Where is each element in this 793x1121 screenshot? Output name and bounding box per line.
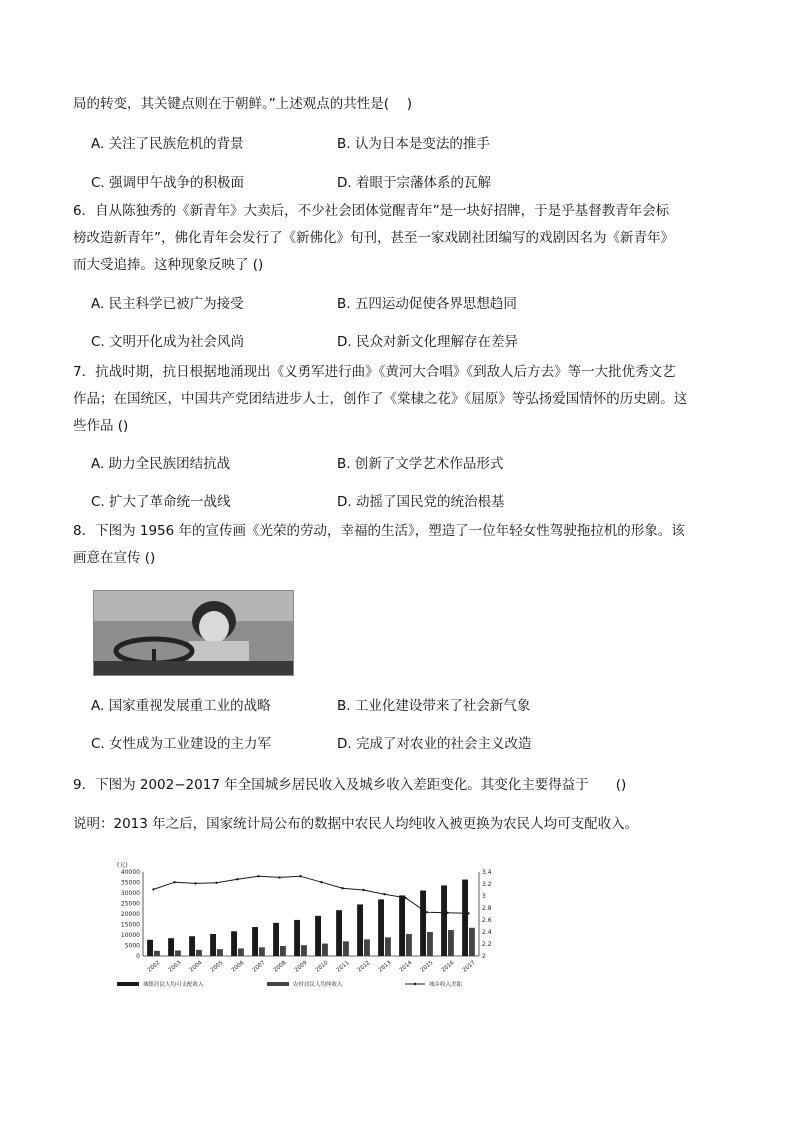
q8-option-d[interactable]: D. 完成了对农业的社会主义改造	[337, 736, 532, 752]
q5-option-c[interactable]: C. 强调甲午战争的积极面	[91, 175, 245, 191]
bar-urban-income	[294, 920, 300, 956]
bar-rural-income	[238, 948, 244, 956]
y-tick-label-right: 3	[482, 893, 486, 900]
y-tick-label-left: 10000	[120, 932, 140, 939]
y-tick-label-right: 2.6	[482, 917, 492, 924]
y-tick-label-left: 20000	[120, 911, 140, 918]
q7-option-c[interactable]: C. 扩大了革命统一战线	[91, 494, 231, 510]
q7-option-b[interactable]: B. 创新了文学艺术作品形式	[337, 456, 504, 472]
bar-rural-income	[385, 937, 391, 956]
income-gap-point	[236, 878, 238, 880]
income-gap-point	[467, 912, 469, 914]
income-gap-point	[215, 882, 217, 884]
q8-stem-line1: 8．下图为 1956 年的宣传画《光荣的劳动，幸福的生活》，塑造了一位年轻女性驾驶拖拉机的形象。该	[73, 523, 685, 539]
x-tick-label: 2012	[356, 959, 372, 974]
bar-rural-income	[301, 945, 307, 956]
income-gap-point	[173, 881, 175, 883]
bar-urban-income	[357, 904, 363, 956]
y-tick-label-left: 5000	[124, 942, 140, 950]
bar-urban-income	[378, 899, 384, 956]
bar-rural-income	[364, 939, 370, 956]
q5-option-b[interactable]: B. 认为日本是变法的推手	[337, 136, 490, 152]
x-tick-label: 2017	[461, 959, 477, 974]
q8-option-c[interactable]: C. 女性成为工业建设的主力军	[91, 736, 272, 752]
income-gap-point	[341, 887, 343, 889]
y-tick-label-right: 3.4	[482, 869, 492, 876]
y-tick-label-left: 35000	[120, 879, 140, 887]
bar-urban-income	[336, 910, 342, 956]
bar-urban-income	[252, 927, 258, 956]
bar-urban-income	[420, 890, 426, 956]
x-tick-label: 2013	[377, 959, 393, 974]
poster-illustration	[94, 591, 293, 675]
bar-urban-income	[315, 916, 321, 956]
x-tick-label: 2007	[251, 959, 267, 974]
q7-stem-line1: 7．抗战时期，抗日根据地涌现出《义勇军进行曲》《黄河大合唱》《到敌人后方去》等一大批优秀文艺	[73, 364, 676, 380]
bar-rural-income	[217, 949, 223, 956]
bar-rural-income	[196, 950, 202, 956]
x-tick-label: 2005	[209, 959, 225, 974]
bar-rural-income	[343, 941, 349, 956]
x-tick-label: 2006	[230, 959, 246, 974]
y-tick-label-left: 40000	[120, 869, 140, 876]
bar-rural-income	[427, 932, 433, 956]
income-gap-point	[152, 888, 154, 890]
income-gap-point	[362, 889, 364, 891]
y-tick-label-right: 3.2	[482, 881, 492, 888]
q6-stem-line3: 而大受追捧。这种现象反映了 ()	[73, 257, 264, 273]
q6-option-d[interactable]: D. 民众对新文化理解存在差异	[337, 334, 518, 350]
q7-option-a[interactable]: A. 助力全民族团结抗战	[91, 456, 231, 472]
x-tick-label: 2008	[272, 959, 288, 974]
y-tick-label-left: 25000	[120, 900, 140, 908]
legend-label-urban: 城镇居民人均可支配收入	[143, 982, 204, 988]
x-tick-label: 2004	[188, 959, 204, 974]
legend-swatch-gap-point	[414, 983, 416, 985]
income-gap-point	[404, 897, 406, 899]
y-tick-label-right: 2	[482, 953, 486, 960]
propaganda-poster-image	[93, 590, 294, 676]
q6-option-b[interactable]: B. 五四运动促使各界思想趋同	[337, 296, 517, 312]
income-chart-svg	[107, 858, 507, 998]
q6-option-a[interactable]: A. 民主科学已被广为接受	[91, 296, 244, 312]
y-tick-label-right: 2.2	[482, 941, 492, 948]
y-tick-label-left: 30000	[120, 890, 140, 897]
bar-rural-income	[259, 947, 265, 956]
q5-option-a[interactable]: A. 关注了民族危机的背景	[91, 136, 244, 152]
legend-swatch-urban	[117, 982, 139, 986]
bar-urban-income	[147, 940, 153, 956]
q7-stem-line2: 作品；在国统区，中国共产党团结进步人士，创作了《棠棣之花》《屈原》等弘扬爱国情怀的历史剧。这	[73, 391, 688, 407]
bar-urban-income	[189, 936, 195, 956]
q5-option-d[interactable]: D. 着眼于宗藩体系的瓦解	[337, 175, 491, 191]
bar-urban-income	[399, 895, 405, 956]
q8-option-a[interactable]: A. 国家重视发展重工业的战略	[91, 698, 271, 714]
x-tick-label: 2014	[398, 959, 414, 974]
q6-option-c[interactable]: C. 文明开化成为社会风尚	[91, 334, 245, 350]
bar-urban-income	[168, 938, 174, 956]
bar-rural-income	[154, 951, 160, 956]
bar-rural-income	[469, 928, 475, 956]
y-tick-label-right: 2.4	[482, 929, 492, 936]
x-tick-label: 2002	[146, 959, 162, 974]
income-gap-point	[320, 881, 322, 883]
y-tick-label-left: 0	[136, 953, 140, 960]
q6-stem-line1: 6．自从陈独秀的《新青年》大卖后，不少社会团体觉醒青年”是一块好招牌，于是乎基督教青年会标	[73, 203, 670, 219]
x-tick-label: 2003	[167, 959, 183, 974]
bar-rural-income	[280, 946, 286, 956]
q9-stem: 9．下图为 2002−2017 年全国城乡居民收入及城乡收入差距变化。其变化主要得益于 ()	[73, 777, 627, 793]
income-gap-point	[278, 876, 280, 878]
bar-rural-income	[448, 930, 454, 956]
x-tick-label: 2011	[335, 959, 351, 974]
bar-urban-income	[462, 880, 468, 956]
q8-stem-line2: 画意在宣传 ()	[73, 550, 156, 566]
bar-rural-income	[406, 934, 412, 956]
legend-label-rural: 农村居民人均纯收入	[293, 982, 343, 988]
income-gap-point	[383, 893, 385, 895]
q5-stem-continuation: 局的转变，其关键点则在于朝鲜。”上述观点的共性是( )	[73, 96, 413, 112]
q7-stem-line3: 些作品 ()	[73, 418, 129, 434]
legend-swatch-rural	[267, 982, 289, 986]
x-tick-label: 2016	[440, 959, 456, 974]
q6-stem-line2: 榜改造新青年”，佛化青年会发行了《新佛化》旬刊，甚至一家戏剧社团编写的戏剧因名为《新青年》	[73, 230, 674, 246]
income-gap-point	[299, 875, 301, 877]
y-axis-unit-label: (元)	[117, 862, 128, 869]
bar-urban-income	[273, 923, 279, 956]
q9-note: 说明：2013 年之后，国家统计局公布的数据中农民人均纯收入被更换为农民人均可支配收入。	[73, 816, 639, 832]
bar-urban-income	[231, 931, 237, 956]
bar-rural-income	[175, 950, 181, 956]
legend-label-gap: 城乡收入差距	[429, 982, 463, 988]
y-tick-label-right: 2.8	[482, 905, 492, 912]
income-gap-point	[446, 912, 448, 914]
income-gap-point	[425, 911, 427, 913]
q7-option-d[interactable]: D. 动摇了国民党的统治根基	[337, 494, 505, 510]
income-gap-point	[257, 875, 259, 877]
bar-rural-income	[322, 944, 328, 956]
bar-urban-income	[441, 885, 447, 956]
y-tick-label-left: 15000	[120, 921, 140, 929]
x-tick-label: 2009	[293, 959, 309, 974]
bar-urban-income	[210, 934, 216, 956]
income-gap-point	[194, 882, 196, 884]
x-tick-label: 2015	[419, 959, 435, 974]
income-chart	[107, 858, 507, 998]
x-tick-label: 2010	[314, 959, 330, 974]
q8-option-b[interactable]: B. 工业化建设带来了社会新气象	[337, 698, 531, 714]
